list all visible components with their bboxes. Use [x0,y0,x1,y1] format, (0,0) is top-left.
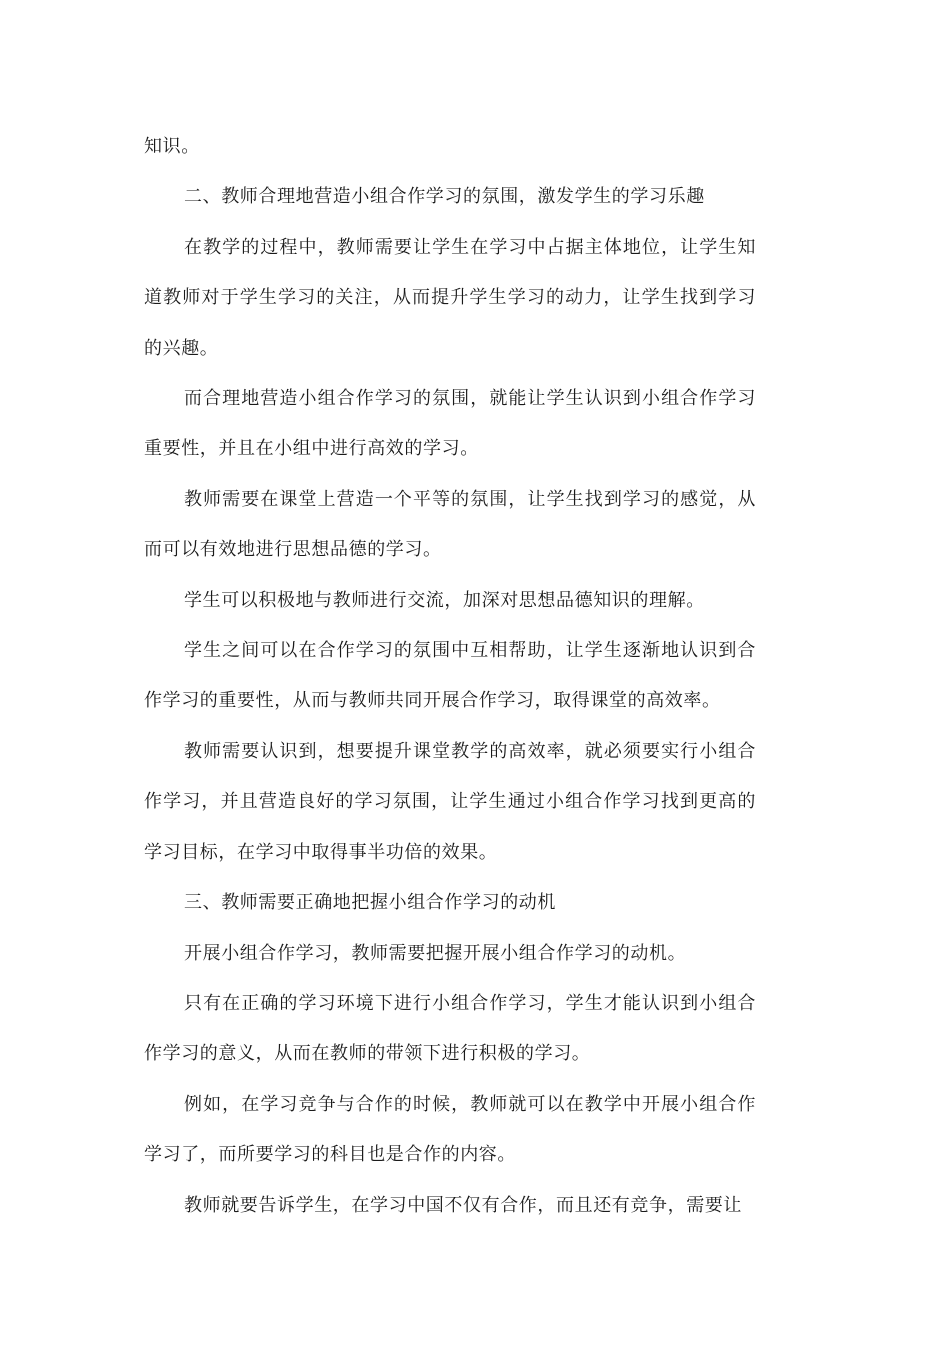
paragraph: 只有在正确的学习环境下进行小组合作学习，学生才能认识到小组合作学习的意义，从而在教师的带领下进行积极的学习。 [144,992,756,1065]
section-heading-3: 三、教师需要正确地把握小组合作学习的动机 [184,892,556,914]
paragraph: 在教学的过程中，教师需要让学生在学习中占据主体地位，让学生知道教师对于学生学习的关注，从而提升学生学习的动力，让学生找到学习的兴趣。 [144,236,756,359]
paragraph: 教师需要认识到，想要提升课堂教学的高效率，就必须要实行小组合作学习，并且营造良好的学习氛围，让学生通过小组合作学习找到更高的学习目标，在学习中取得事半功倍的效果。 [144,740,756,863]
paragraph: 而合理地营造小组合作学习的氛围，就能让学生认识到小组合作学习重要性，并且在小组中进行高效的学习。 [144,388,756,460]
paragraph: 学生可以积极地与教师进行交流，加深对思想品德知识的理解。 [184,589,705,611]
paragraph: 学生之间可以在合作学习的氛围中互相帮助，让学生逐渐地认识到合作学习的重要性，从而与教师共同开展合作学习，取得课堂的高效率。 [144,640,756,712]
paragraph: 教师需要在课堂上营造一个平等的氛围，让学生找到学习的感觉，从而可以有效地进行思想品德的学习。 [144,488,756,561]
section-heading-2: 二、教师合理地营造小组合作学习的氛围，激发学生的学习乐趣 [184,186,705,208]
paragraph-truncated: 教师就要告诉学生，在学习中国不仅有合作，而且还有竞争，需要让 [184,1194,742,1216]
paragraph-continuation: 知识。 [144,136,200,157]
document-body [144,122,756,1231]
paragraph: 例如，在学习竞争与合作的时候，教师就可以在教学中开展小组合作学习了，而所要学习的科目也是合作的内容。 [144,1093,756,1166]
paragraph: 开展小组合作学习，教师需要把握开展小组合作学习的动机。 [184,942,687,964]
